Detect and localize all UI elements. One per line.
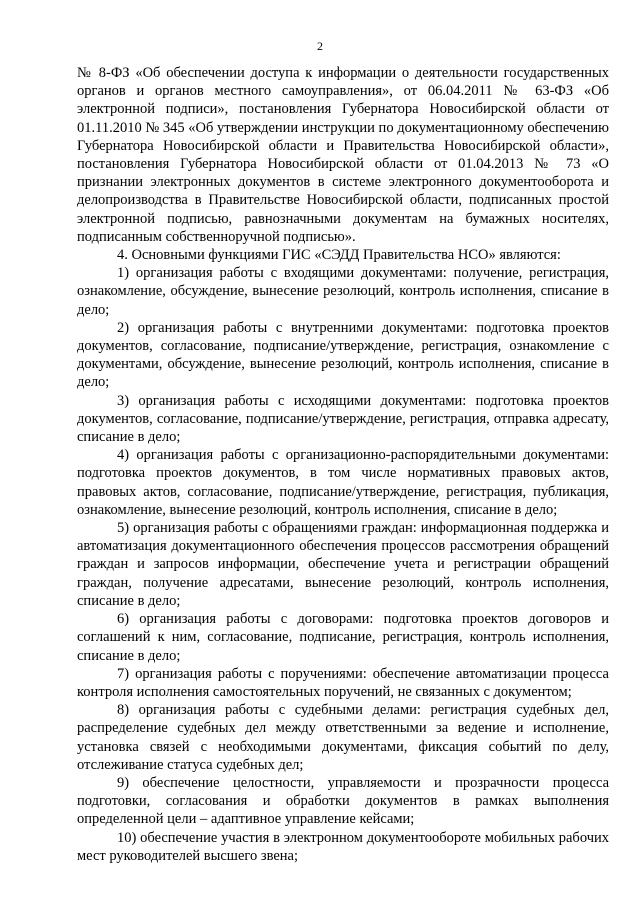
list-item-administrative-documents: 4) организация работы с организационно-распорядительными документами: подготовка проектов документов, в том числе нормативных правовых актов, правовых актов, согласование, подписание/утверждение, регистрация, публикация, ознакомление, вынесение резолюций, контроль исполнения, списание в дело; — [77, 447, 609, 518]
list-item-internal-documents: 2) организация работы с внутренними документами: подготовка проектов документов, согласование, подписание/утверждение, регистрация, ознакомление с документами, обсуждение, вынесение резолюций, контроль исполнения, списание в дело; — [77, 319, 609, 391]
list-item-incoming-documents: 1) организация работы с входящими документами: получение, регистрация, ознакомление, обсуждение, вынесение резолюций, контроль исполнения, списание в дело; — [77, 265, 609, 318]
list-item-assignments: 7) организация работы с поручениями: обеспечение автоматизации процесса контроля исполнения самостоятельных поручений, не связанных с документом; — [77, 665, 609, 700]
paragraph-functions-heading: 4. Основными функциями ГИС «СЭДД Правительства НСО» являются: — [117, 247, 561, 264]
document-body — [77, 64, 609, 865]
list-item-outgoing-documents: 3) организация работы с исходящими документами: подготовка проектов документов, согласование, подписание/утверждение, регистрация, отправка адресату, списание в дело; — [77, 392, 609, 446]
list-item-citizen-appeals: 5) организация работы с обращениями граждан: информационная поддержка и автоматизация документационного обеспечения процессов рассмотрения обращений граждан и запросов информации, обеспечение учета и регистрации обращений граждан, получение адресатами, вынесение резолюций, контроль исполнения, списание в дело; — [77, 520, 609, 609]
list-item-contracts: 6) организация работы с договорами: подготовка проектов договоров и соглашений к ним, согласование, подписание, регистрация, контроль исполнения, списание в дело; — [77, 611, 609, 664]
list-item-mobile-workplaces: 10) обеспечение участия в электронном документообороте мобильных рабочих мест руководителей высшего звена; — [77, 829, 609, 864]
page-number: 2 — [317, 39, 323, 53]
list-item-case-management: 9) обеспечение целостности, управляемости и прозрачности процесса подготовки, согласования и обработки документов в рамках выполнения определенной цели – адаптивное управление кейсами; — [77, 774, 609, 828]
paragraph-intro-continuation: № 8-ФЗ «Об обеспечении доступа к информации о деятельности государственных органов и органов местного самоуправления», от 06.04.2011 № 63-ФЗ «Об электронной подписи», постановления Губернатора Новосибирской области от 01.11.2010 № 345 «Об утверждении инструкции по документационному обеспечению Губернатора Новосибирской области и Правительства Новосибирской области», постановления Губернатора Новосибирской области от 01.04.2013 № 73 «О признании электронных документов в системе электронного документооборота и делопроизводства в Правительстве Новосибирской области, подписанных простой электронной подписью, равнозначными документам на бумажных носителях, подписанным собственноручной подписью». — [77, 65, 609, 245]
list-item-court-cases: 8) организация работы с судебными делами: регистрация судебных дел, распределение судебных дел между ответственными за ведение и исполнение, установка связей с необходимыми документами, фиксация событий по делу, отслеживание статуса судебных дел; — [77, 702, 609, 773]
